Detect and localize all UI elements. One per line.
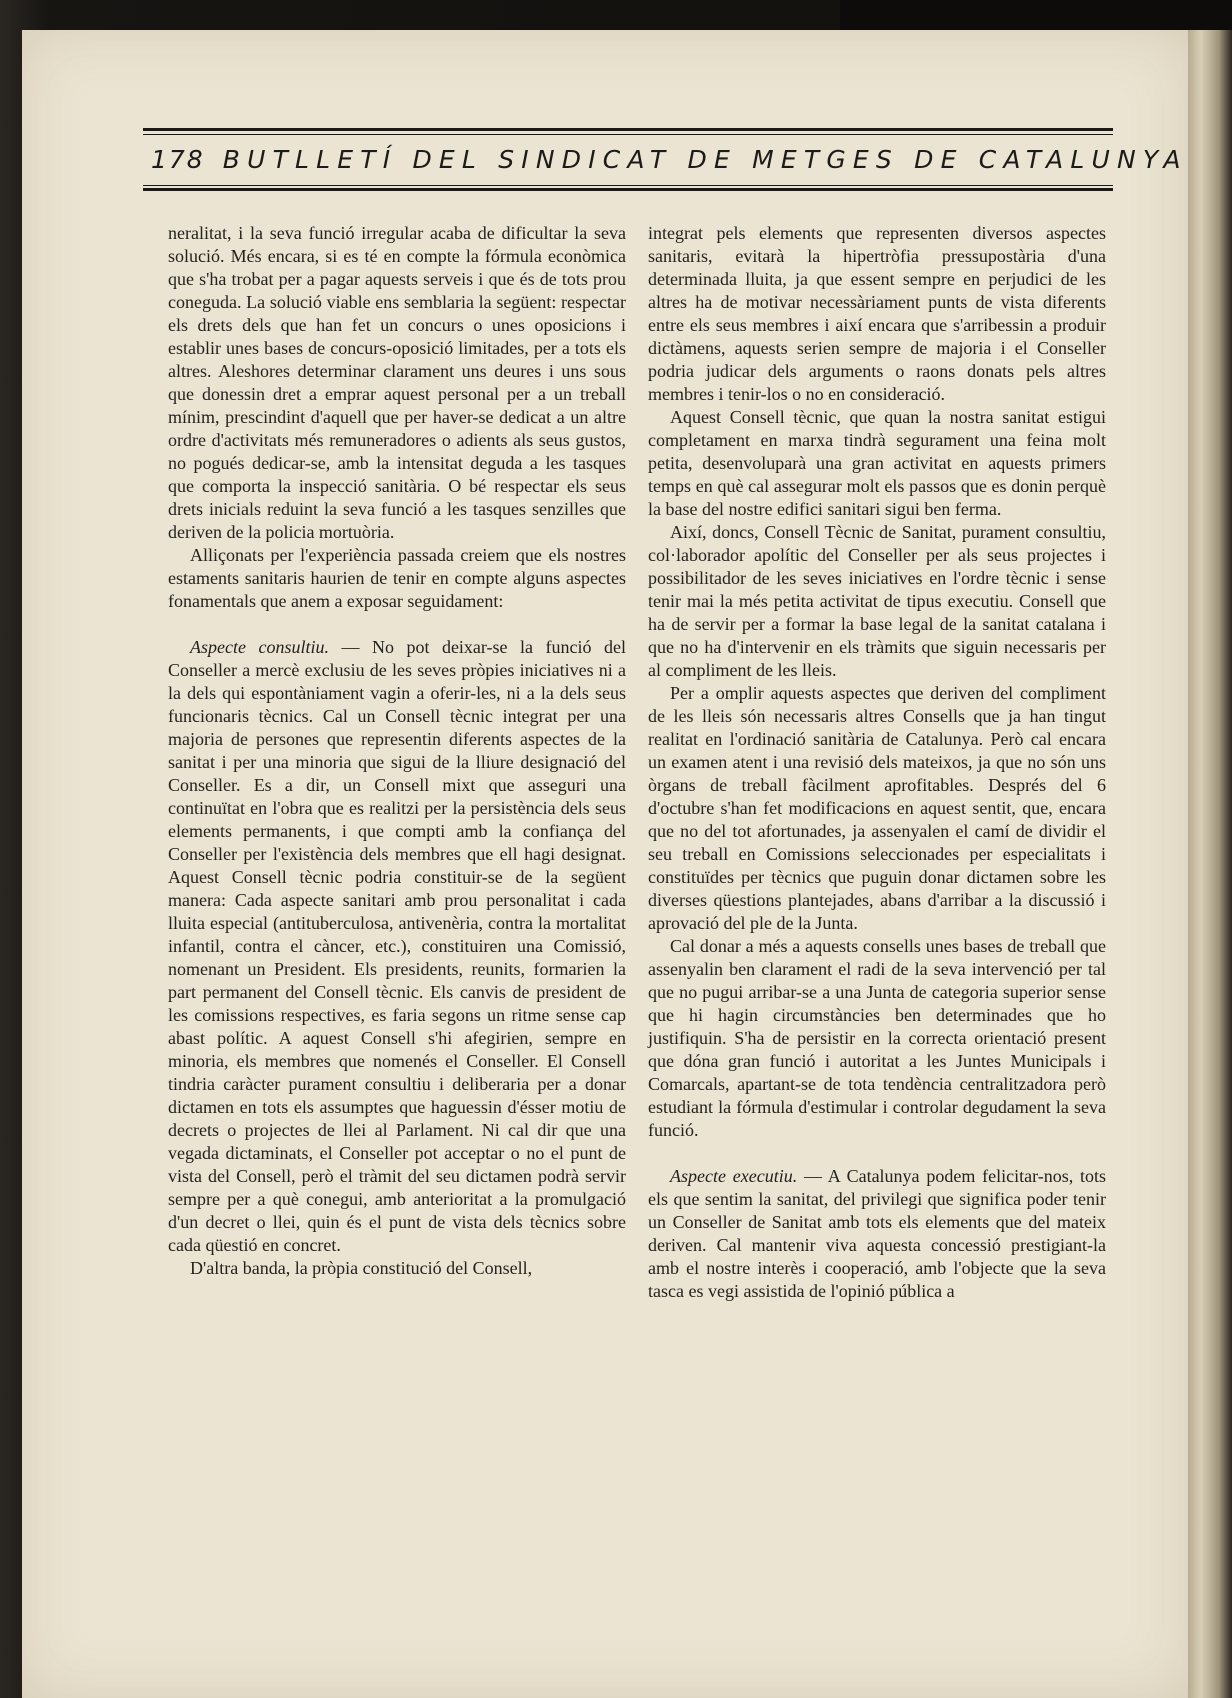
paragraph	[648, 682, 1106, 935]
paragraph-text: Per a omplir aquests aspectes que deriven del compliment de les lleis són necessaris altres Consells que ja han tingut realitat en l'ordinació sanitària de Catalunya. Però cal encara un examen atent i una revisió dels mateixos, ja que no són uns òrgans de treball fàcilment aprofitables. Després del 6 d'octubre s'han fet modificacions en aquest sentit, que, encara que no del tot afortunades, ja assenyalen el camí de dividir el seu treball en Comissions seleccionades per especialitats i constituïdes per tècnics que puguin donar dictamen sobre les diverses qüestions plantejades, abans d'arribar a la discussió i aprovació del ple de la Junta.	[648, 683, 1106, 933]
right-column	[648, 222, 1106, 1303]
header-rule-bottom-thick	[143, 188, 1113, 191]
paragraph	[168, 544, 626, 613]
paragraph	[168, 222, 626, 544]
paragraph	[168, 1257, 626, 1280]
paragraph-text: Aquest Consell tècnic, que quan la nostra sanitat estigui completament en marxa tindrà segurament una feina molt petita, desenvoluparà una gran activitat en aquests primers temps en què cal assegurar molt els passos que es donin perquè la base del nostre edifici sanitari sigui ben ferma.	[648, 407, 1106, 519]
section-heading-consultiu: Aspecte consultiu.	[190, 637, 329, 657]
page-number: 178	[151, 145, 205, 174]
paragraph	[648, 406, 1106, 521]
paragraph-text: neralitat, i la seva funció irregular acaba de dificultar la seva solució. Més encara, si es té en compte la fórmula econòmica que s'ha trobat per a pagar aquests serveis i que és de tots prou coneguda. La solució viable ens semblaria la següent: respectar els drets dels que han fet un concurs o unes oposicions i establir unes bases de concurs-oposició limitades, per a tots els altres. Aleshores determinar clarament uns deures i uns sous que donessin dret a emprar aquest personal per a un treball mínim, prescindint d'aquell que per haver-se dedicat a un altre ordre d'activitats més remuneradores o adients als seus gustos, no pogués dedicar-se, amb la intensitat deguda a les tasques que comporta la inspecció sanitària. O bé respectar els seus drets inicials reduint la seva funció a les tasques senzilles que deriven de la policia mortuòria.	[168, 223, 626, 542]
left-column	[168, 222, 626, 1280]
paragraph	[648, 935, 1106, 1142]
page-edge	[1188, 30, 1232, 1698]
scan-top-shadow	[840, 0, 1232, 30]
paragraph-text: — No pot deixar-se la funció del Conseller a mercè exclusiu de les seves pròpies iniciatives ni a la dels qui espontàniament vagin a oferir-les, ni a la dels seus funcionaris tècnics. Cal un Consell tècnic integrat per una majoria de persones que representin diferents aspectes de la sanitat i per una minoria que sigui de la lliure designació del Conseller. Es a dir, un Consell mixt que asseguri una continuïtat en l'obra que es realitzi per la persistència dels seus elements permanents, i que compti amb la confiança del Conseller per l'existència dels membres que ell hagi designat. Aquest Consell tècnic podria constituir-se de la següent manera: Cada aspecte sanitari amb prou personalitat i cada lluita especial (antituberculosa, antivenèria, contra la mortalitat infantil, contra el càncer, etc.), constituiren una Comissió, nomenant un President. Els presidents, reunits, formarien la part permanent del Consell tècnic. Els canvis de president de les comissions respectives, es faria segons un ritme sense cap abast polític. A aquest Consell s'hi afegirien, sempre en minoria, els membres que nomenés el Conseller. El Consell tindria caràcter purament consultiu i deliberaria per a donar dictamen en tots els assumptes que haguessin d'ésser motiu de decrets o projectes de llei al Parlament. Ni cal dir que una vegada dictaminats, el Conseller pot acceptar o no el punt de vista del Consell, però el tràmit del seu dictamen podrà servir sempre per a què conegui, amb anterioritat a la promulgació d'un decret o llei, quin és el punt de vista dels tècnics sobre cada qüestió en concret.	[168, 637, 626, 1255]
paragraph-text: integrat pels elements que representen diversos aspectes sanitaris, evitarà la hipertròfia pressupostària d'una determinada lluita, ja que essent sempre en perjudici de les altres ha de motivar necessàriament punts de vista diferents entre els seus membres i així encara que s'arribessin a produir dictàmens, aquests serien sempre de majoria i el Conseller podria judicar dels arguments o raons donats pels altres membres i tenir-los o no en consideració.	[648, 223, 1106, 404]
header-rule-top-thick	[143, 128, 1113, 131]
paragraph	[648, 521, 1106, 682]
header-rule-top-thin	[143, 134, 1113, 135]
paragraph-text: Així, doncs, Consell Tècnic de Sanitat, purament consultiu, col·laborador apolític del Conseller per als seus projectes i possibilitador de les seves iniciatives en l'ordre tècnic i sense tenir mai la més petita activitat de tipus executiu. Consell que ha de servir per a formar la base legal de la sanitat catalana i que no ha d'intervenir en els tràmits que siguin necessaris per al compliment de les lleis.	[648, 522, 1106, 680]
section-heading-executiu: Aspecte executiu.	[670, 1166, 798, 1186]
journal-title: BUTLLETÍ DEL SINDICAT DE METGES DE CATALUNYA	[222, 145, 1188, 174]
running-header	[143, 128, 1188, 196]
header-rule-bottom-thin	[143, 185, 1113, 186]
paragraph	[648, 222, 1106, 406]
paragraph-consultiu	[168, 636, 626, 1257]
paragraph-text: D'altra banda, la pròpia constitució del Consell,	[190, 1258, 533, 1278]
paragraph-text: Cal donar a més a aquests consells unes bases de treball que assenyalin ben clarament el radi de la seva intervenció per tal que no pugui arribar-se a una Junta de categoria superior sense que hi hagin circumstàncies ben determinades que ho justifiquin. S'ha de persistir en la correcta orientació present que dóna gran funció i autoritat a les Juntes Municipals i Comarcals, apartant-se de tota tendència centralitzadora però estudiant la fórmula d'estimular i controlar degudament la seva funció.	[648, 936, 1106, 1140]
header-line	[151, 145, 1188, 175]
paragraph-executiu	[648, 1165, 1106, 1303]
paragraph-text: — A Catalunya podem felicitar-nos, tots els que sentim la sanitat, del privilegi que significa poder tenir un Conseller de Sanitat amb tots els elements que del mateix deriven. Cal mantenir viva aquesta concessió prestigiant-la amb el nostre interès i cooperació, amb l'objecte que la seva tasca es vegi assistida de l'opinió pública a	[648, 1166, 1106, 1301]
paragraph-text: Alliçonats per l'experiència passada creiem que els nostres estaments sanitaris haurien de tenir en compte alguns aspectes fonamentals que anem a exposar seguidament:	[168, 545, 626, 611]
